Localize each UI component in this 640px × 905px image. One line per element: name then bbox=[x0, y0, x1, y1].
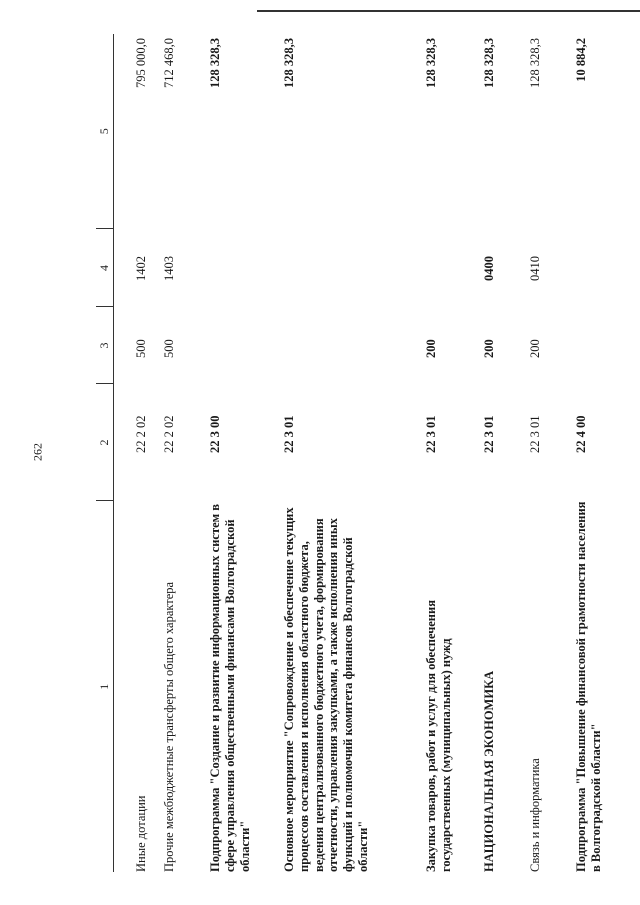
budget-table-container bbox=[96, 34, 602, 872]
table-row bbox=[574, 34, 610, 872]
row-code: 22 4 00 bbox=[574, 415, 588, 453]
row-code: 22 2 02 bbox=[162, 415, 176, 453]
row-amount: 128 328,3 bbox=[208, 38, 222, 88]
top-rule bbox=[257, 10, 640, 12]
row-code: 22 3 00 bbox=[208, 415, 222, 453]
row-type: 500 bbox=[134, 339, 148, 358]
table-row bbox=[162, 34, 208, 872]
row-amount: 128 328,3 bbox=[282, 38, 296, 88]
table-row bbox=[208, 34, 282, 872]
row-name: Прочие межбюджетные трансферты общего характера bbox=[162, 581, 176, 872]
row-name: Подпрограмма "Повышение финансовой грамотности населения в Волгоградской области" bbox=[574, 501, 603, 872]
row-name: Закупка товаров, работ и услуг для обеспечения государственных (муниципальных) нужд bbox=[424, 600, 453, 872]
row-amount: 10 884,2 bbox=[574, 38, 588, 82]
header-col-3: 3 bbox=[96, 307, 114, 384]
row-amount: 128 328,3 bbox=[528, 38, 542, 88]
row-type: 200 bbox=[424, 339, 438, 358]
header-col-1: 1 bbox=[96, 501, 114, 872]
row-section bbox=[574, 229, 610, 307]
row-name: Основное мероприятие "Сопровождение и обеспечение текущих процессов составления и исполнения областного бюджета, ведения централизованного бюджетного учета, формирования отчетности, управления закупками, а также исполнения иных функций и полномочий комитета финансов Волгоградской области" bbox=[282, 507, 370, 872]
table-body bbox=[114, 34, 611, 872]
row-type bbox=[208, 307, 282, 384]
row-type: 500 bbox=[162, 339, 176, 358]
row-section bbox=[282, 229, 424, 307]
row-section: 0400 bbox=[482, 256, 496, 281]
row-name: Иные дотации bbox=[134, 795, 148, 872]
row-code: 22 3 01 bbox=[528, 415, 542, 453]
row-section: 0410 bbox=[528, 256, 542, 281]
row-name: НАЦИОНАЛЬНАЯ ЭКОНОМИКА bbox=[482, 670, 496, 872]
table-row bbox=[424, 34, 482, 872]
row-type bbox=[282, 307, 424, 384]
row-code: 22 3 01 bbox=[282, 415, 296, 453]
table-row bbox=[114, 34, 163, 872]
row-type: 200 bbox=[482, 339, 496, 358]
row-name: Подпрограмма "Создание и развитие информационных систем в сфере управления общественными финансами Волгоградской области" bbox=[208, 503, 252, 872]
budget-table bbox=[96, 34, 610, 872]
row-section bbox=[424, 229, 482, 307]
row-type: 200 bbox=[528, 339, 542, 358]
header-col-4: 4 bbox=[96, 229, 114, 307]
page-number: 262 bbox=[30, 443, 45, 461]
table-row bbox=[482, 34, 528, 872]
row-code: 22 3 01 bbox=[424, 415, 438, 453]
row-section bbox=[208, 229, 282, 307]
header-col-5: 5 bbox=[96, 34, 114, 229]
row-amount: 795 000,0 bbox=[134, 38, 148, 88]
row-section: 1402 bbox=[134, 256, 148, 281]
row-name: Связь и информатика bbox=[528, 758, 542, 872]
row-section: 1403 bbox=[162, 256, 176, 281]
row-type bbox=[574, 307, 610, 384]
row-amount: 712 468,0 bbox=[162, 38, 176, 88]
row-amount: 128 328,3 bbox=[482, 38, 496, 88]
header-col-2: 2 bbox=[96, 384, 114, 501]
row-code: 22 2 02 bbox=[134, 415, 148, 453]
table-row bbox=[282, 34, 424, 872]
header-row bbox=[96, 34, 114, 872]
table-row bbox=[528, 34, 574, 872]
row-code: 22 3 01 bbox=[482, 415, 496, 453]
row-amount: 128 328,3 bbox=[424, 38, 438, 88]
